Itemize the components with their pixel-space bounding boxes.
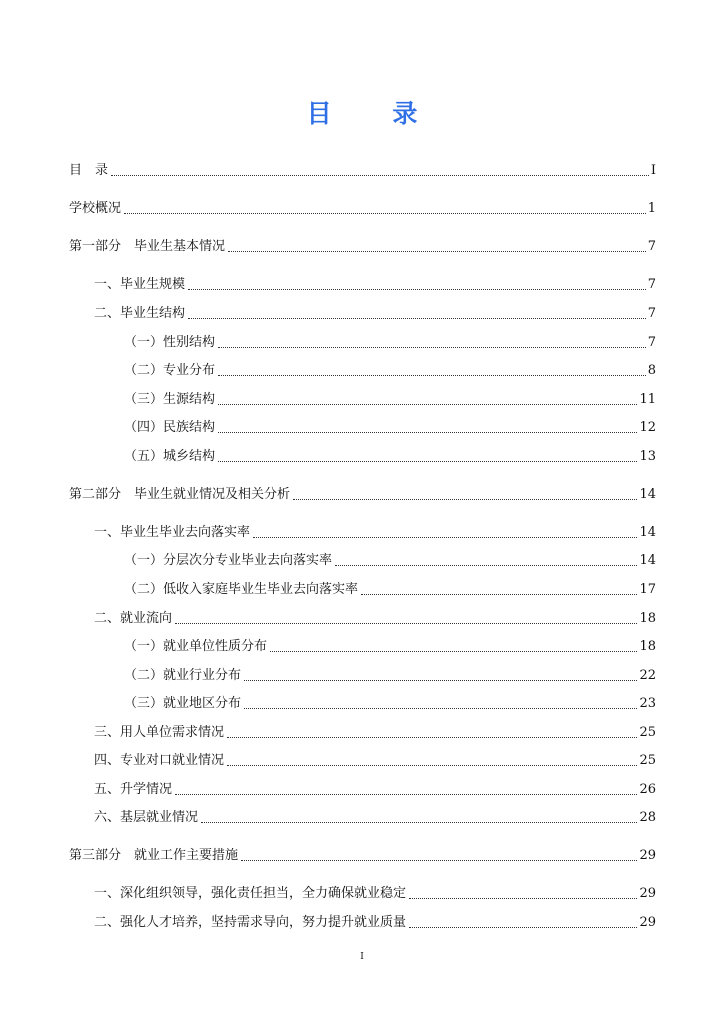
page-number-footer: I [360, 952, 364, 962]
toc-entry-page-number: 25 [639, 725, 656, 740]
toc-entry-page-number: 29 [639, 886, 656, 901]
toc-entry-page-number: 29 [639, 915, 656, 930]
toc-entry-school-overview[interactable] [69, 196, 656, 218]
toc-leader-dots [335, 565, 637, 566]
toc-entry-page-number: 23 [639, 696, 656, 711]
toc-leader-dots [218, 461, 637, 462]
toc-entry-graduate-scale[interactable] [94, 272, 656, 294]
toc-entry-page-number: 18 [639, 639, 656, 654]
toc-leader-dots [241, 860, 637, 861]
toc-entry-label: 三、用人单位需求情况 [94, 725, 225, 740]
toc-leader-dots [253, 537, 637, 538]
toc-leader-dots [270, 651, 637, 652]
toc-entry-graduate-structure[interactable] [94, 301, 656, 323]
toc-entry-label: 一、毕业生毕业去向落实率 [94, 525, 251, 540]
toc-entry-label: （三）生源结构 [124, 392, 216, 407]
toc-entry-employer-demand[interactable] [94, 720, 656, 742]
toc-entry-label: （五）城乡结构 [124, 449, 216, 464]
toc-entry-page-number: I [650, 163, 656, 178]
toc-leader-dots [409, 898, 637, 899]
toc-entry-page-number: 12 [639, 420, 656, 435]
toc-leader-dots [218, 432, 637, 433]
toc-entry-organization-leadership[interactable] [94, 881, 656, 903]
toc-entry-page-number: 14 [639, 487, 656, 502]
toc-entry-label: 四、专业对口就业情况 [94, 753, 225, 768]
toc-leader-dots [188, 318, 646, 319]
toc-entry-page-number: 14 [639, 525, 656, 540]
toc-entry-label: 第二部分 毕业生就业情况及相关分析 [69, 487, 291, 502]
toc-entry-label: 五、升学情况 [94, 782, 173, 797]
toc-entry-page-number: 7 [647, 306, 656, 321]
toc-entry-origin-structure[interactable] [124, 387, 656, 409]
toc-leader-dots [228, 251, 646, 252]
toc-entry-page-number: 29 [639, 848, 656, 863]
toc-entry-employment-flow[interactable] [94, 606, 656, 628]
toc-entry-gender-structure[interactable] [124, 330, 656, 352]
toc-entry-label: 一、毕业生规模 [94, 277, 186, 292]
page-title: 目 录 [306, 99, 444, 128]
toc-leader-dots [218, 375, 646, 376]
toc-entry-label: 一、深化组织领导，强化责任担当，全力确保就业稳定 [94, 886, 407, 901]
toc-entry-page-number: 1 [647, 201, 656, 216]
toc-leader-dots [188, 289, 646, 290]
toc-entry-grassroots-employment[interactable] [94, 805, 656, 827]
toc-entry-label: （二）专业分布 [124, 363, 216, 378]
toc-entry-part-1[interactable] [69, 234, 656, 256]
toc-leader-dots [201, 822, 637, 823]
toc-entry-label: （一）分层次分专业毕业去向落实率 [124, 553, 333, 568]
toc-leader-dots [293, 499, 637, 500]
toc-entry-label: 第三部分 就业工作主要措施 [69, 848, 239, 863]
toc-leader-dots [361, 594, 637, 595]
toc-entry-page-number: 22 [639, 668, 656, 683]
toc-entry-rate-by-level-major[interactable] [124, 548, 656, 570]
toc-leader-dots [227, 765, 637, 766]
toc-entry-page-number: 17 [639, 582, 656, 597]
toc-entry-label: 二、就业流向 [94, 611, 173, 626]
toc-entry-page-number: 14 [639, 553, 656, 568]
toc-entry-page-number: 7 [647, 277, 656, 292]
toc-entry-page-number: 7 [647, 335, 656, 350]
toc-leader-dots [244, 708, 637, 709]
toc-entry-label: （一）性别结构 [124, 335, 216, 350]
toc-leader-dots [111, 175, 649, 176]
toc-entry-label: （三）就业地区分布 [124, 696, 242, 711]
toc-entry-part-3[interactable] [69, 843, 656, 865]
toc-entry-region-distribution[interactable] [124, 691, 656, 713]
toc-leader-dots [409, 927, 637, 928]
toc-entry-major-distribution[interactable] [124, 358, 656, 380]
toc-entry-low-income-rate[interactable] [124, 577, 656, 599]
toc-leader-dots [175, 794, 637, 795]
toc-entry-page-number: 26 [639, 782, 656, 797]
toc-entry-major-match[interactable] [94, 748, 656, 770]
toc-entry-label: 二、毕业生结构 [94, 306, 186, 321]
toc-entry-talent-cultivation[interactable] [94, 910, 656, 932]
toc-leader-dots [124, 213, 646, 214]
toc-entry-urban-rural-structure[interactable] [124, 444, 656, 466]
toc-entry-label: （二）低收入家庭毕业生毕业去向落实率 [124, 582, 359, 597]
toc-entry-page-number: 13 [639, 449, 656, 464]
toc-entry-page-number: 8 [647, 363, 656, 378]
toc-entry-further-study[interactable] [94, 777, 656, 799]
toc-entry-page-number: 7 [647, 239, 656, 254]
toc-leader-dots [218, 347, 646, 348]
toc-entry-page-number: 11 [639, 392, 656, 407]
toc-entry-part-2[interactable] [69, 482, 656, 504]
toc-leader-dots [218, 404, 637, 405]
toc-leader-dots [175, 623, 637, 624]
toc-entry-label: （二）就业行业分布 [124, 668, 242, 683]
toc-entry-employer-type[interactable] [124, 634, 656, 656]
toc-entry-ethnic-structure[interactable] [124, 415, 656, 437]
toc-entry-label: （四）民族结构 [124, 420, 216, 435]
toc-entry-label: 第一部分 毕业生基本情况 [69, 239, 226, 254]
toc-entry-destination-rate[interactable] [94, 520, 656, 542]
toc-entry-label: 六、基层就业情况 [94, 810, 199, 825]
toc-entry-contents[interactable] [69, 158, 656, 180]
toc-entry-label: 学校概况 [69, 201, 122, 216]
toc-entry-page-number: 18 [639, 611, 656, 626]
toc-entry-label: 目 录 [69, 163, 109, 178]
toc-entry-label: 二、强化人才培养，坚持需求导向，努力提升就业质量 [94, 915, 407, 930]
toc-entry-label: （一）就业单位性质分布 [124, 639, 268, 654]
toc-entry-page-number: 28 [639, 810, 656, 825]
toc-leader-dots [227, 737, 637, 738]
toc-entry-page-number: 25 [639, 753, 656, 768]
toc-leader-dots [244, 680, 637, 681]
toc-entry-industry-distribution[interactable] [124, 663, 656, 685]
